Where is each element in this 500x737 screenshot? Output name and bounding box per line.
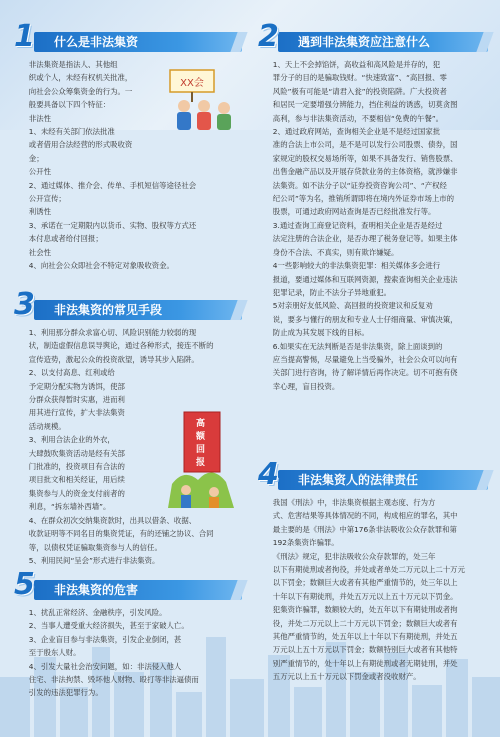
s4-line: 192条集资诈骗罪。 (272, 538, 339, 548)
s3-line: 4、在群众初次交纳集资款时，出具以借条、收据、 (28, 515, 197, 525)
s3-line: 状，制造虚假信息误导舆论，通过各种形式，接连不断的 (28, 341, 214, 351)
s4-line: 五万元以上五十万元以下罚金或者没收财产。 (272, 672, 421, 682)
svg-text:高额 回报: 高额 回报 (196, 419, 206, 468)
s3-line: 集资参与人的资金支付前者的 (28, 488, 125, 498)
s1-line: 非法性 (28, 113, 51, 123)
s3-line: 等，以债权凭证骗取集资参与人的信任。 (28, 542, 162, 552)
s1-line: 金； (28, 153, 44, 163)
s4-line: 别严重情节的，处十年以上有期徒刑或者无期徒刑，并处 (272, 658, 458, 668)
s4-line: 犯集资诈骗罪，数额较大的，处五年以下有期徒刑或者拘 (272, 605, 458, 615)
high-return-trap-illustration (164, 404, 242, 514)
s5-line: 至于殷东人财。 (28, 648, 81, 658)
s3-line: 大肆鼓吹集资活动是经有关部 (28, 448, 125, 458)
s3-line: 利息，“拆东墙补西墙”。 (28, 502, 111, 512)
s4-line: 式、危害结果等具体情况的不同，构成相应的罪名，其中 (272, 511, 458, 521)
section-3-header (14, 287, 242, 322)
s2-line: 出售金融产品以及开展存贷款业务的主体资格，就涉嫌非 (272, 167, 458, 177)
s2-line: 法集资。如不法分子以“证券投资咨询公司”、“产权经 (272, 180, 447, 190)
section-5 (14, 567, 242, 700)
s1-line: 2、通过媒体、推介会、传单、手机短信等途径社会 (28, 180, 197, 190)
people-with-sign-illustration (164, 60, 242, 132)
s4-line: 十年以下有期徒刑，并处五万元以上五十万元以下罚金。 (272, 591, 458, 601)
s2-line: 关部门进行咨询，待了解详情后再作决定。切不可抱有侥 (272, 368, 458, 378)
s3-line: 5、利用民间“呈会”形式进行非法集资。 (28, 555, 160, 565)
section-4 (258, 457, 488, 684)
s5-line: 2、当事人遭受重大经济损失，甚至于家破人亡。 (28, 621, 189, 631)
s3-line: 2、以支付高息、红利或给 (28, 368, 115, 378)
section-2-title: 遇到非法集资应注意什么 (298, 35, 431, 49)
s3-line: 收款证明等不同名目的集资凭证，有的还铺之协议、合同 (28, 529, 214, 539)
s1-line: 本付息或者给付回报； (28, 234, 103, 244)
s4-line: 以下有期徒刑或者拘役，并处或者单处二万元以上二十万元 (272, 565, 465, 575)
s2-line: 高利，参与非法集资活动，不要相信“免费的午餐”。 (272, 113, 444, 123)
s2-line: 3.通过查询工商登记资料，查明相关企业是否是经过 (272, 220, 443, 230)
s3-line: 予定期分配实物为诱饵，使部 (28, 381, 125, 391)
s4-line: 役，并处二万元以上二十万元以下罚金；数额巨大或者有 (272, 618, 458, 628)
s2-line: 准的合法上市公司，是不是可以发行公司股票、债券，国 (272, 140, 458, 150)
s1-line: 公开宣传； (28, 194, 66, 204)
s2-line: 6.如果实在无法判断是否是非法集资，除上面谈到的 (272, 341, 443, 351)
section-2 (258, 19, 488, 393)
s4-line: 最主要的是《刑法》中第176条非法吸收公众存款罪和第 (272, 524, 457, 534)
s2-line: 和居民一定要增强分辨能力，挡住利益的诱惑，切莫贪图 (272, 100, 458, 110)
s2-line: 4一些影响较大的非法集资犯罪：相关媒体多会进行 (272, 261, 441, 271)
s2-line: 家规定的股权交易场所等，如果不具备发行、销售股票、 (272, 153, 458, 163)
s4-line: 《刑法》规定，犯非法吸收公众存款罪的，处三年 (272, 551, 436, 561)
s3-line: 项目批文和相关经证，用后续 (28, 475, 125, 485)
section-3 (14, 287, 242, 567)
s1-line: 3、承诺在一定期限内以货币、实物、股权等方式还 (28, 220, 197, 230)
s2-line: 应当提高警惕，尽量避免上当受骗外，社会公众可以向有 (272, 354, 458, 364)
s2-line: 法定注册的合法企业，是否办理了税务登记等。如果主体 (272, 234, 458, 244)
s4-line: 其他严重情节的，处五年以上十年以下有期徒刑，并处五 (272, 632, 458, 642)
s3-line: 门批准的，投资项目有合法的 (28, 462, 125, 472)
s2-line: 说，要多与懂行的朋友和专业人士仔细商量、审慎决策， (272, 314, 458, 324)
s3-line: 3、利用合法企业的外衣， (28, 435, 115, 445)
s2-line: 2、通过政府网站，查询相关企业是不是经过国家批 (272, 127, 441, 137)
section-5-title: 非法集资的危害 (54, 583, 139, 597)
section-4-number: 4 (258, 457, 279, 492)
s1-line: 向社会公众筹集资金的行为。一 (28, 86, 133, 96)
section-2-header (258, 19, 488, 54)
section-2-number: 2 (258, 19, 279, 54)
section-4-content (258, 496, 488, 684)
s2-line: 纪公司”等为名，推销所谓即将在境内外证券市场上市的 (272, 194, 455, 204)
s2-line: 5对亲朋好友低风险、高回报的投资建议和反复劝 (272, 301, 433, 311)
s2-line: 报道，要通过媒体和互联网资源，搜索查询相关企业违法 (272, 274, 458, 284)
section-5-number: 5 (14, 567, 35, 602)
section-1-header (14, 19, 242, 54)
s4-line: 我国《刑法》中，非法集资根据主观态度、行为方 (272, 498, 436, 507)
section-1-features (14, 112, 242, 273)
s1-line: 非法集资是指法人、其他组 (28, 60, 118, 69)
s2-line: 幸心理，盲目投资。 (272, 381, 340, 391)
s2-line: 犯罪记录，防止不法分子异地重犯。 (272, 287, 392, 297)
s3-line: 1、利用那分群众求富心切、风险识别能力较弱的现 (28, 328, 197, 337)
s1-line: 1、未经有关部门依法批准 (28, 127, 115, 137)
s1-line: 或者借用合法经营的形式吸收资 (28, 140, 133, 150)
s2-line: 1、天上不会掉馅饼，高收益和高风险是并存的，犯 (272, 60, 441, 69)
s2-line: 罪分子的目的是骗取钱财。“快速致富”、“高回报、零 (272, 73, 447, 83)
s5-line: 4、引发大量社会治安问题，如：非法侵入他人 (28, 661, 182, 671)
section-4-title: 非法集资人的法律责任 (298, 473, 419, 487)
s3-line: 用其进行宣传，扩大非法集资 (28, 408, 125, 418)
section-4-header (258, 457, 488, 492)
section-3-number: 3 (14, 287, 35, 322)
s5-line: 引发的违法犯罪行为。 (28, 688, 103, 698)
s2-line: 防止成为其发展下线的目标。 (272, 328, 369, 338)
section-1-intro (14, 58, 162, 112)
section-3-title: 非法集资的常见手段 (54, 303, 163, 317)
s1-line: 社会性 (28, 247, 51, 257)
section-1 (14, 19, 242, 273)
section-5-content (14, 606, 242, 700)
s4-line: 万元以上五十万元以下罚金；数额特别巨大或者有其他特 (272, 645, 458, 655)
s1-line: 织或个人，未经有权机关批准， (28, 73, 133, 83)
s2-line: 身份不合法、不真实，则有欺诈嫌疑。 (272, 247, 399, 257)
section-1-title: 什么是非法集资 (54, 35, 139, 49)
s3-line: 分群众获得暂时实惠，进而利 (28, 395, 125, 405)
s2-line: 风险”极有可能是“请君入瓮”的投资陷阱。广大投资者 (272, 86, 447, 96)
s5-line: 1、扰乱正常经济、金融秩序，引发风险。 (28, 608, 167, 617)
s1-line: 般要具备以下四个特征： (28, 100, 111, 110)
s5-line: 3、企业盲目参与非法集资，引发企业倒闭，甚 (28, 634, 182, 644)
s1-line: 利诱性 (28, 207, 51, 217)
sign-text: XX会 (180, 78, 204, 89)
section-2-content (258, 58, 488, 393)
s3-line: 活动规模。 (28, 421, 66, 431)
section-1-number: 1 (14, 19, 35, 54)
s1-line: 4、向社会公众即社会不特定对象吸收资金。 (28, 261, 174, 271)
s4-line: 以下罚金；数额巨大或者有其他严重情节的，处三年以上 (272, 578, 458, 588)
section-5-header (14, 567, 242, 602)
s5-line: 住宅、非法拘禁、毁坏他人财物、殴打等非法逼债而 (28, 675, 199, 685)
s1-line: 公开性 (28, 167, 51, 177)
s2-line: 股票，可通过政府网站查询是否已经批准发行等。 (272, 207, 436, 217)
s3-line: 宣传造势，激起公众的投资欲望，诱导其步入陷阱。 (28, 354, 199, 364)
